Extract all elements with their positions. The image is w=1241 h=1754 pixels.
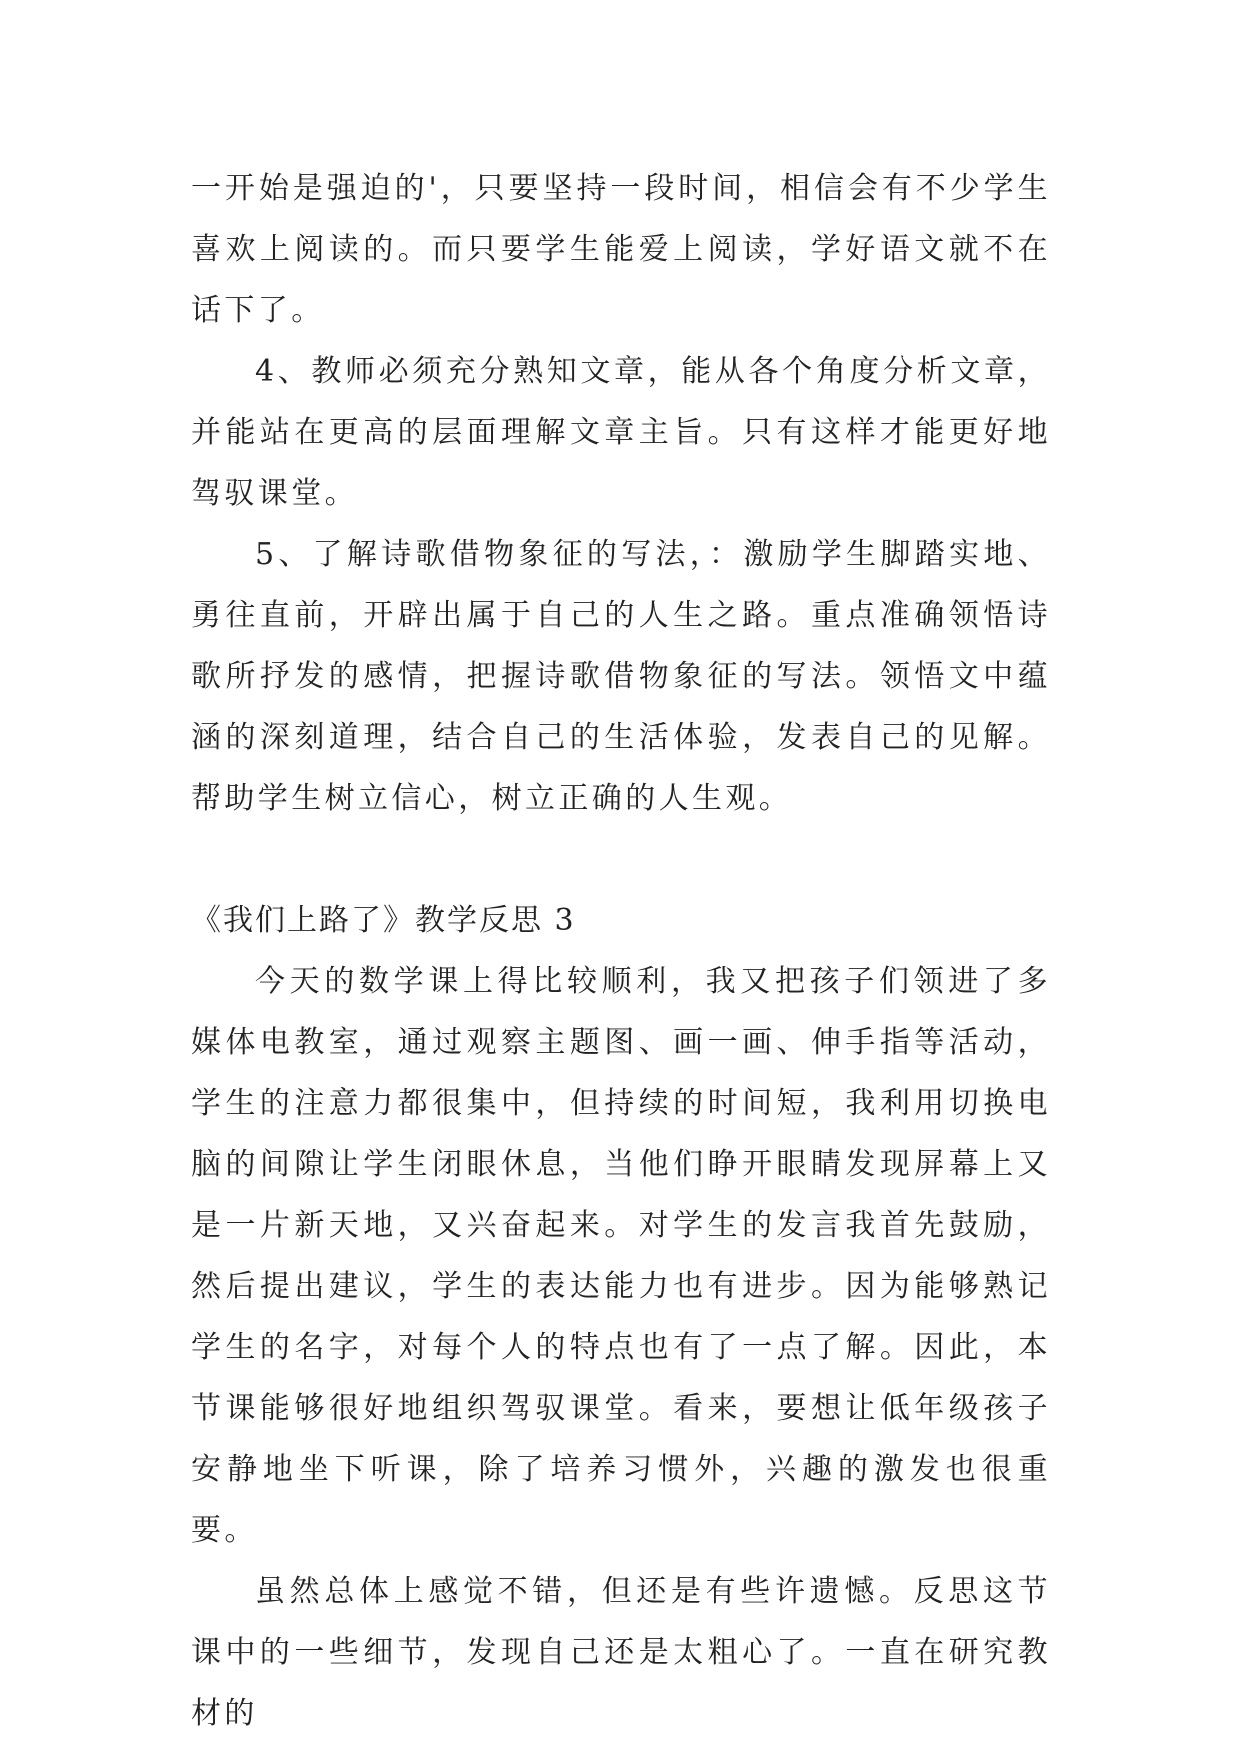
- document-body: [191, 158, 1051, 1744]
- paragraph-reflection-1: 今天的数学课上得比较顺利，我又把孩子们领进了多媒体电教室，通过观察主题图、画一画、伸手指等活动，学生的注意力都很集中，但持续的时间短，我利用切换电脑的间隙让学生闭眼休息，当他们睁开眼睛发现屏幕上又是一片新天地，又兴奋起来。对学生的发言我首先鼓励，然后提出建议，学生的表达能力也有进步。因为能够熟记学生的名字，对每个人的特点也有了一点了解。因此，本节课能够很好地组织驾驭课堂。看来，要想让低年级孩子安静地坐下听课，除了培养习惯外，兴趣的激发也很重要。: [191, 964, 1051, 1548]
- paragraph-reflection-2: 虽然总体上感觉不错，但还是有些许遗憾。反思这节课中的一些细节，发现自己还是太粗心了。一直在研究教材的: [191, 1574, 1051, 1731]
- paragraph-point-4: 4、教师必须充分熟知文章，能从各个角度分析文章，并能站在更高的层面理解文章主旨。只有这样才能更好地驾驭课堂。: [191, 354, 1051, 511]
- paragraph-continued: 一开始是强迫的'，只要坚持一段时间，相信会有不少学生喜欢上阅读的。而只要学生能爱上阅读，学好语文就不在话下了。: [191, 171, 1051, 328]
- section-spacer: [191, 829, 1051, 890]
- section-title: 《我们上路了》教学反思 3: [191, 903, 576, 938]
- paragraph-point-5: 5、了解诗歌借物象征的写法，：激励学生脚踏实地、勇往直前，开辟出属于自己的人生之路。重点准确领悟诗歌所抒发的感情，把握诗歌借物象征的写法。领悟文中蕴涵的深刻道理，结合自己的生活体验，发表自己的见解。帮助学生树立信心，树立正确的人生观。: [191, 537, 1051, 816]
